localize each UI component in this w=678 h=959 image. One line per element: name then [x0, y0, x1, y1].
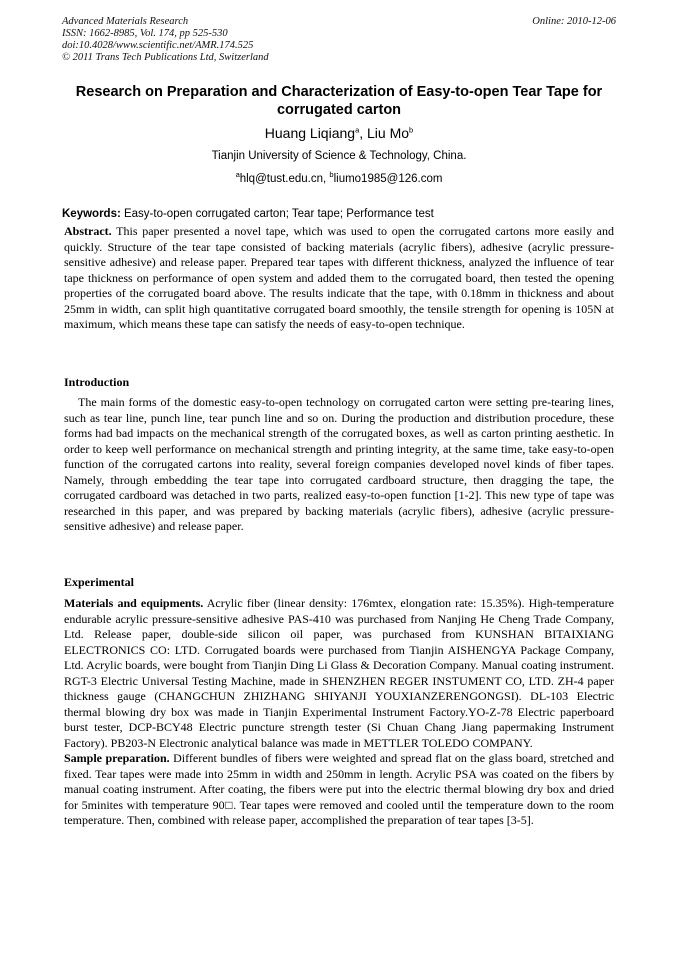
author-2-marker: b — [409, 125, 414, 135]
issn-line: ISSN: 1662-8985, Vol. 174, pp 525-530 — [62, 28, 228, 39]
sample-text: Different bundles of fibers were weighted and spread flat on the glass board, stretched and fixed. Tear tapes were made into 25mm in width and 250mm in length. Acrylic PSA was coated on the fibers by manual coating instrument. After coating, the fibers were put into the electric thermal blowing dry box and dried for 5minites with temperature 90□. Tear tapes were removed and cooled until the temperature down to the room temperature. Then, combined with release paper, accomplished the preparation of tear tapes [3-5]. — [64, 751, 614, 827]
journal-name: Advanced Materials Research — [62, 16, 189, 27]
journal-header — [62, 16, 269, 64]
affiliation: Tianjin University of Science & Technology, China. — [211, 150, 467, 162]
keywords — [62, 207, 616, 221]
sample-paragraph — [64, 751, 614, 829]
email-a: hlq@tust.edu.cn, — [239, 173, 330, 185]
keywords-label: Keywords: — [62, 208, 121, 220]
introduction-heading: Introduction — [64, 375, 130, 389]
author-line — [62, 124, 616, 142]
email-b: liumo1985@126.com — [333, 173, 443, 185]
email-b-marker: b — [329, 170, 334, 180]
doi-line: doi:10.4028/www.scientific.net/AMR.174.525 — [62, 40, 254, 51]
introduction-section — [64, 395, 614, 535]
abstract-label: Abstract. — [64, 224, 112, 238]
author-2: Liu Mo — [367, 125, 410, 141]
experimental-section — [64, 596, 614, 829]
email-line — [62, 172, 616, 186]
keywords-text: Easy-to-open corrugated carton; Tear tape; Performance test — [120, 208, 434, 220]
email-a-marker: a — [235, 170, 240, 180]
sample-label: Sample preparation. — [64, 751, 170, 765]
author-1-marker: a — [355, 125, 360, 135]
copyright-line: © 2011 Trans Tech Publications Ltd, Switzerland — [62, 52, 269, 63]
materials-paragraph — [64, 596, 614, 751]
author-separator: , — [359, 125, 368, 141]
materials-label: Materials and equipments. — [64, 596, 204, 610]
online-date: Online: 2010-12-06 — [532, 16, 616, 27]
abstract-text: This paper presented a novel tape, which was used to open the corrugated cartons more easily and quickly. Structure of the tear tape consisted of backing materials (acrylic fibers), adhesive (acrylic pressure-sensitive adhesive) and release paper. Prepared tear tapes with different thickness, analyzed the influence of tear tape thickness on performance of open system and added them to the corrugated board, then tested the opening properties of the corrugated board above. The results indicate that the tape, with 0.18mm in thickness and about 25mm in width, can split high quantitative corrugated board smoothly, the tensile strength for opening is 105N at maximum, which means these tape can satisfy the needs of easy-to-open technique. — [64, 224, 614, 331]
paper-title: Research on Preparation and Characterization of Easy-to-open Tear Tape for corrugated carton — [75, 84, 603, 118]
experimental-heading: Experimental — [64, 575, 134, 589]
introduction-paragraph: The main forms of the domestic easy-to-open technology on corrugated carton were setting pre-tearing lines, such as tear line, punch line, tear punch line and so on. During the production and distribution procedure, these forms had bad impacts on the mechanical strength of the corrugated boxes, as well as carton printing aesthetic. In order to keep well performance on mechanical strength and printing integrity, at the same time, take easy-to-open function of the corrugated cartons into reality, several foreign companies developed novel kinds of fiber tapes. Namely, through embedding the tear tape into corrugated cardboard structure, then dragging the tape, the corrugated cardboard was detached in two parts, realized easy-to-open function [1-2]. This new type of tape was researched in this paper, and was prepared by backing materials (acrylic fibers), adhesive (acrylic pressure-sensitive adhesive) and release paper. — [64, 395, 614, 533]
abstract — [64, 224, 614, 333]
materials-text: Acrylic fiber (linear density: 176mtex, elongation rate: 15.35%). High-temperature endurable acrylic pressure-sensitive adhesive PAS-410 was purchased from Nanjing He Cheng Trade Company, Ltd. Release paper, double-side silicon oil paper, was purchased from KUNSHAN BITAIXIANG ELECTRONICS CO: LTD. Corrugated boards were purchased from Tianjin AISHENGYA Package Company, Ltd. Acrylic boards, were bought from Tianjin Ding Li Glass & Decoration Company. Manual coating instrument. RGT-3 Electric Universal Testing Machine, made in SHENZHEN REGER INSTUMENT CO, LTD. ZH-4 paper thickness gauge (CHANGCHUN ZHIZHANG SHIYANJI YOUXIANZERENGONGSI). DL-103 Electric thermal blowing dry box was made in Tianjin Experimental Instrument Factory.YO-Z-78 Electric paperboard burst tester, DCP-BCY48 Electric puncture strength tester (Si Chuan Chang Jiang papermaking Instrument Factory). PB203-N Electronic analytical balance was made in METTLER TOLEDO COMPANY. — [64, 596, 614, 750]
author-1: Huang Liqiang — [264, 125, 356, 141]
